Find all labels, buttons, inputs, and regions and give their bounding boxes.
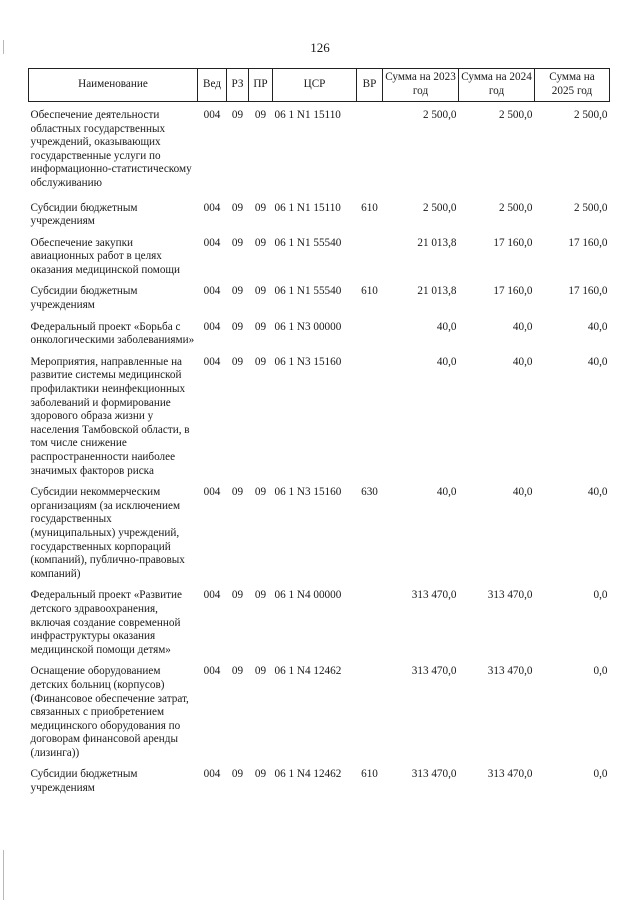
row-csr: 06 1 N3 15160: [274, 486, 342, 499]
row-rz: 09: [231, 768, 244, 781]
row-sum-2024: 40,0: [512, 320, 533, 333]
header-name: Наименование: [29, 69, 198, 102]
table-row: [29, 202, 610, 237]
row-sum-2025: 0,0: [593, 589, 608, 602]
row-rz: 09: [231, 320, 244, 333]
row-rz: 09: [231, 665, 244, 678]
row-sum-2024: 313 470,0: [487, 768, 533, 781]
row-rz: 09: [231, 589, 244, 602]
row-sum-2024: 2 500,0: [498, 201, 533, 214]
row-csr: 06 1 N3 15160: [274, 355, 342, 368]
header-rz: РЗ: [227, 69, 249, 102]
table-header-row: [29, 69, 610, 102]
row-vr: [357, 356, 383, 486]
row-sum-2024: 2 500,0: [498, 109, 533, 121]
row-sum-2025: 2 500,0: [573, 201, 608, 214]
table-row: [29, 665, 610, 768]
row-name: Субсидии бюджетным учреждениям: [30, 285, 138, 312]
row-sum-2023: 313 470,0: [411, 768, 457, 781]
page-number: 126: [310, 40, 330, 55]
row-csr: 06 1 N1 55540: [274, 285, 342, 298]
header-sum-2023: Сумма на 2023 год: [383, 69, 459, 102]
row-name: Субсидии некоммерческим организациям (за исключением государственных (муниципальных) учреждений, государственных корпораций (компаний), публично-правовых компаний): [30, 486, 185, 580]
scan-edge-mark: [3, 40, 4, 54]
row-pr: 09: [254, 109, 267, 121]
row-pr: 09: [254, 236, 267, 249]
row-ved: 004: [203, 665, 221, 678]
row-sum-2024: 17 160,0: [493, 285, 533, 298]
row-csr: 06 1 N4 00000: [274, 589, 342, 602]
table-row: [29, 285, 610, 320]
table-row: [29, 589, 610, 665]
header-vr: ВР: [357, 69, 383, 102]
row-rz: 09: [231, 285, 244, 298]
header-sum-2024: Сумма на 2024 год: [459, 69, 535, 102]
table-row: [29, 237, 610, 286]
row-ved: 004: [203, 285, 221, 298]
row-ved: 004: [203, 320, 221, 333]
row-pr: 09: [254, 768, 267, 781]
row-csr: 06 1 N3 00000: [274, 320, 342, 333]
table-row: [29, 768, 610, 795]
row-ved: 004: [203, 355, 221, 368]
row-vr: [357, 321, 383, 356]
row-sum-2025: 0,0: [593, 665, 608, 678]
row-name: Субсидии бюджетным учреждениям: [30, 768, 138, 795]
row-sum-2025: 40,0: [587, 486, 608, 499]
row-sum-2024: 313 470,0: [487, 665, 533, 678]
row-pr: 09: [254, 355, 267, 368]
row-ved: 004: [203, 109, 221, 121]
row-rz: 09: [231, 236, 244, 249]
row-rz: 09: [231, 109, 244, 121]
row-sum-2025: 0,0: [593, 768, 608, 781]
row-sum-2024: 313 470,0: [487, 589, 533, 602]
row-name: Мероприятия, направленные на развитие системы медицинской профилактики неинфекционных заболеваний и формирование здорового образа жизни у населения Тамбовской области, в том числе снижение распространенности наиболее значимых факторов риска: [30, 355, 190, 477]
row-sum-2025: 17 160,0: [568, 236, 608, 249]
row-sum-2023: 40,0: [436, 486, 457, 499]
row-sum-2023: 2 500,0: [422, 201, 457, 214]
row-sum-2023: 21 013,8: [417, 285, 457, 298]
row-vr: 610: [361, 285, 378, 298]
row-vr: [357, 237, 383, 286]
table-row: [29, 321, 610, 356]
row-sum-2024: 40,0: [512, 355, 533, 368]
row-csr: 06 1 N1 15110: [274, 109, 341, 121]
row-rz: 09: [231, 486, 244, 499]
row-name: Федеральный проект «Борьба с онкологическими заболеваниями»: [30, 320, 195, 347]
row-pr: 09: [254, 589, 267, 602]
row-vr: 630: [361, 486, 378, 499]
row-name: Обеспечение закупки авиационных работ в целях оказания медицинской помощи: [30, 236, 181, 276]
scan-edge-mark: [3, 850, 4, 900]
row-name: Оснащение оборудованием детских больниц (корпусов) (Финансовое обеспечение затрат, связанных с приобретением медицинского оборудования по договорам финансовой аренды (лизинга)): [30, 665, 189, 759]
row-rz: 09: [231, 201, 244, 214]
row-ved: 004: [203, 589, 221, 602]
row-sum-2025: 40,0: [587, 355, 608, 368]
header-sum-2025: Сумма на 2025 год: [535, 69, 610, 102]
row-sum-2023: 313 470,0: [411, 665, 457, 678]
row-sum-2023: 40,0: [436, 320, 457, 333]
row-vr: [357, 102, 383, 202]
table-row: [29, 486, 610, 589]
row-sum-2024: 17 160,0: [493, 236, 533, 249]
row-ved: 004: [203, 486, 221, 499]
budget-table: [28, 68, 610, 796]
row-ved: 004: [203, 201, 221, 214]
row-pr: 09: [254, 320, 267, 333]
row-vr: 610: [361, 201, 378, 214]
row-sum-2025: 2 500,0: [573, 109, 608, 121]
row-vr: 610: [361, 768, 378, 781]
row-sum-2024: 40,0: [512, 486, 533, 499]
row-csr: 06 1 N4 12462: [274, 768, 342, 781]
row-ved: 004: [203, 768, 221, 781]
table-row: [29, 102, 610, 202]
row-vr: [357, 589, 383, 665]
header-pr: ПР: [249, 69, 273, 102]
row-pr: 09: [254, 285, 267, 298]
table-row: [29, 356, 610, 486]
row-csr: 06 1 N1 15110: [274, 201, 341, 214]
row-pr: 09: [254, 665, 267, 678]
row-pr: 09: [254, 486, 267, 499]
row-name: Обеспечение деятельности областных государственных учреждений, оказывающих государственные услуги по информационно-статистическому обслуживанию: [30, 109, 192, 189]
row-pr: 09: [254, 201, 267, 214]
row-sum-2023: 21 013,8: [417, 236, 457, 249]
header-ved: Вед: [198, 69, 227, 102]
row-sum-2025: 17 160,0: [568, 285, 608, 298]
row-rz: 09: [231, 355, 244, 368]
row-sum-2023: 40,0: [436, 355, 457, 368]
row-name: Субсидии бюджетным учреждениям: [30, 201, 138, 228]
row-sum-2025: 40,0: [587, 320, 608, 333]
row-sum-2023: 313 470,0: [411, 589, 457, 602]
row-ved: 004: [203, 236, 221, 249]
header-csr: ЦСР: [273, 69, 357, 102]
row-csr: 06 1 N4 12462: [274, 665, 342, 678]
row-name: Федеральный проект «Развитие детского здравоохранения, включая создание современной инфраструктуры оказания медицинской помощи детям»: [30, 589, 183, 656]
row-vr: [357, 665, 383, 768]
row-sum-2023: 2 500,0: [422, 109, 457, 121]
row-csr: 06 1 N1 55540: [274, 236, 342, 249]
